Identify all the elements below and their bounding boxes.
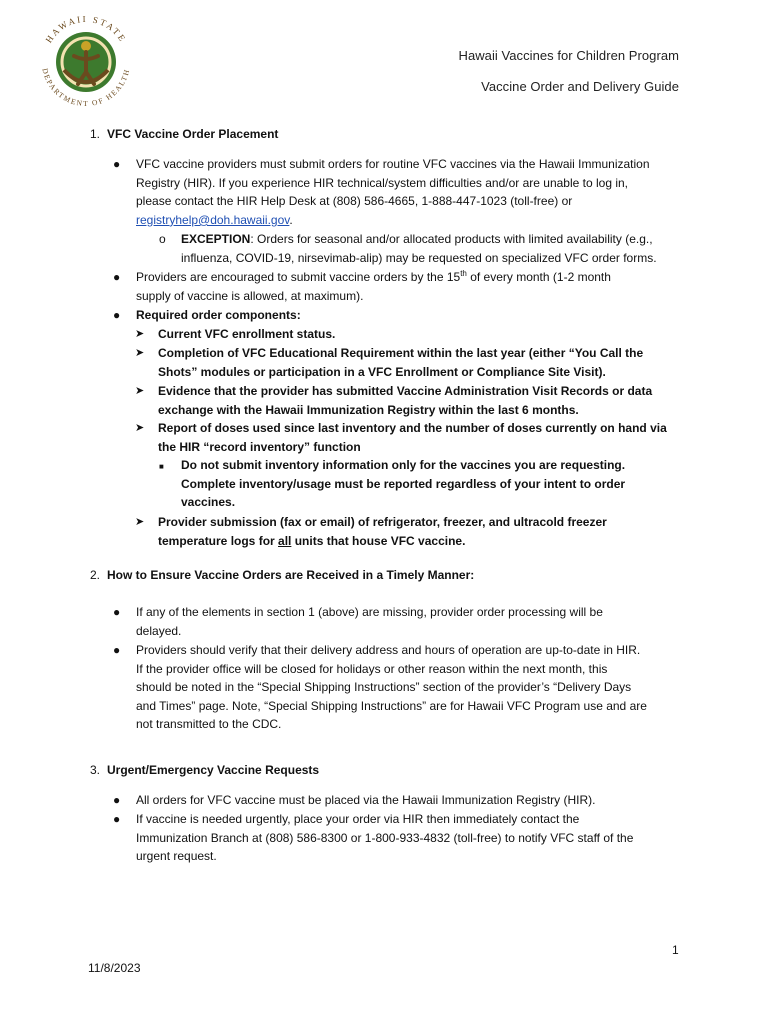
arrow-bullet-icon: ➤ <box>135 516 145 528</box>
component-temperature-logs <box>158 513 678 550</box>
seal-top-text: HAWAII STATE <box>43 13 129 45</box>
section-2-heading <box>90 566 474 585</box>
arrow-bullet-icon: ➤ <box>135 347 145 359</box>
component-inventory-report <box>158 419 678 456</box>
text-line: If vaccine is needed urgently, place your order via HIR then immediately contact the <box>136 812 580 826</box>
header-program-name: Hawaii Vaccines for Children Program <box>458 48 679 63</box>
text-line: Complete inventory/usage must be reported regardless of your intent to order <box>181 476 626 491</box>
s1-bullet-order-deadline <box>136 268 678 305</box>
exception-label: EXCEPTION <box>181 232 251 246</box>
s1-required-components-title: Required order components: <box>136 308 301 322</box>
text-line: Shots” modules or participation in a VFC Enrollment or Compliance Site Visit). <box>158 364 606 379</box>
section-title: Urgent/Emergency Vaccine Requests <box>107 763 320 777</box>
text-line: Evidence that the provider has submitted Vaccine Administration Visit Records or data <box>158 384 653 398</box>
section-title: VFC Vaccine Order Placement <box>107 127 279 141</box>
text-line: Completion of VFC Educational Requirement within the last year (either “You Call the <box>158 346 644 360</box>
text-line: and Times” page. Note, “Special Shipping Instructions” are for Hawaii VFC Program use and are <box>136 698 647 713</box>
s2-bullet-verify-delivery <box>136 641 678 734</box>
text-line: should be noted in the “Special Shipping Instructions” section of the provider’s “Delivery Days <box>136 680 632 695</box>
header-guide-title: Vaccine Order and Delivery Guide <box>481 79 679 94</box>
sub-bullet-marker: o <box>159 232 166 246</box>
underlined-all: all <box>278 533 292 548</box>
text-line: VFC vaccine providers must submit orders for routine VFC vaccines via the Hawaii Immunization <box>136 157 650 171</box>
bullet-icon: ● <box>113 270 121 284</box>
bullet-icon: ● <box>113 812 121 826</box>
section-number: 2. <box>90 568 101 582</box>
text-line: vaccines. <box>181 495 236 510</box>
department-of-health-seal <box>34 10 138 114</box>
component-enrollment-status: Current VFC enrollment status. <box>158 327 336 341</box>
section-number: 3. <box>90 763 101 777</box>
bullet-icon: ● <box>113 157 121 171</box>
s3-bullet-urgent-contact <box>136 810 678 866</box>
inventory-note <box>181 456 651 512</box>
text-line: temperature logs for <box>158 533 279 548</box>
registry-help-email-link[interactable]: registryhelp@doh.hawaii.gov <box>136 212 290 227</box>
bullet-icon: ● <box>113 643 121 657</box>
section-title: How to Ensure Vaccine Orders are Received in a Timely Manner: <box>107 568 475 582</box>
square-bullet-icon: ■ <box>159 462 164 471</box>
s2-bullet-missing-elements <box>136 603 678 640</box>
text-line: delayed. <box>136 623 182 638</box>
s3-bullet-hir-only: All orders for VFC vaccine must be placed via the Hawaii Immunization Registry (HIR). <box>136 793 596 807</box>
text-line: If the provider office will be closed for holidays or other reason within the next month, this <box>136 661 608 676</box>
text-line: Providers are encouraged to submit vaccine orders by the 15 <box>136 270 461 284</box>
link-suffix: . <box>289 212 293 227</box>
text-line: Report of doses used since last inventory and the number of doses currently on hand via <box>158 421 667 435</box>
text-line: the HIR “record inventory” function <box>158 439 361 454</box>
text-line: Registry (HIR). If you experience HIR technical/system difficulties and/or are unable to log in, <box>136 175 628 190</box>
seal-bottom-text: DEPARTMENT OF HEALTH <box>40 67 132 109</box>
text-line: units that house VFC vaccine. <box>291 533 466 548</box>
component-educational-requirement <box>158 344 678 381</box>
bullet-icon: ● <box>113 308 121 322</box>
s1-bullet-hir-orders <box>136 155 678 229</box>
arrow-bullet-icon: ➤ <box>135 328 145 340</box>
text-line: supply of vaccine is allowed, at maximum). <box>136 288 364 303</box>
arrow-bullet-icon: ➤ <box>135 422 145 434</box>
text-line: Do not submit inventory information only for the vaccines you are requesting. <box>181 458 626 472</box>
footer-date: 11/8/2023 <box>88 961 141 975</box>
text-line: : Orders for seasonal and/or allocated products with limited availability (e.g., <box>250 232 653 246</box>
section-3-heading <box>90 761 319 780</box>
text-line: exchange with the Hawaii Immunization Registry within the last 6 months. <box>158 402 579 417</box>
component-visit-records <box>158 382 678 419</box>
bullet-icon: ● <box>113 793 121 807</box>
bullet-icon: ● <box>113 605 121 619</box>
text-line: please contact the HIR Help Desk at (808) 586-4665, 1-888-447-1023 (toll-free) or <box>136 194 573 209</box>
superscript: th <box>460 269 467 278</box>
text-line: urgent request. <box>136 849 217 864</box>
text-line: of every month (1-2 month <box>466 270 611 284</box>
section-number: 1. <box>90 127 101 141</box>
text-line: Immunization Branch at (808) 586-8300 or 1-800-933-4832 (toll-free) to notify VFC staff of the <box>136 830 634 845</box>
text-line: influenza, COVID-19, nirsevimab-alip) may be requested on specialized VFC order forms. <box>181 250 657 265</box>
s1-exception-note <box>181 230 681 267</box>
text-line: Provider submission (fax or email) of refrigerator, freezer, and ultracold freezer <box>158 515 607 529</box>
page-number: 1 <box>672 943 679 957</box>
text-line: If any of the elements in section 1 (above) are missing, provider order processing will be <box>136 605 603 619</box>
text-line: Providers should verify that their delivery address and hours of operation are up-to-date in HIR. <box>136 643 641 657</box>
section-1-heading <box>90 125 278 144</box>
text-line: not transmitted to the CDC. <box>136 717 282 732</box>
seal-sun <box>81 41 91 51</box>
arrow-bullet-icon: ➤ <box>135 385 145 397</box>
